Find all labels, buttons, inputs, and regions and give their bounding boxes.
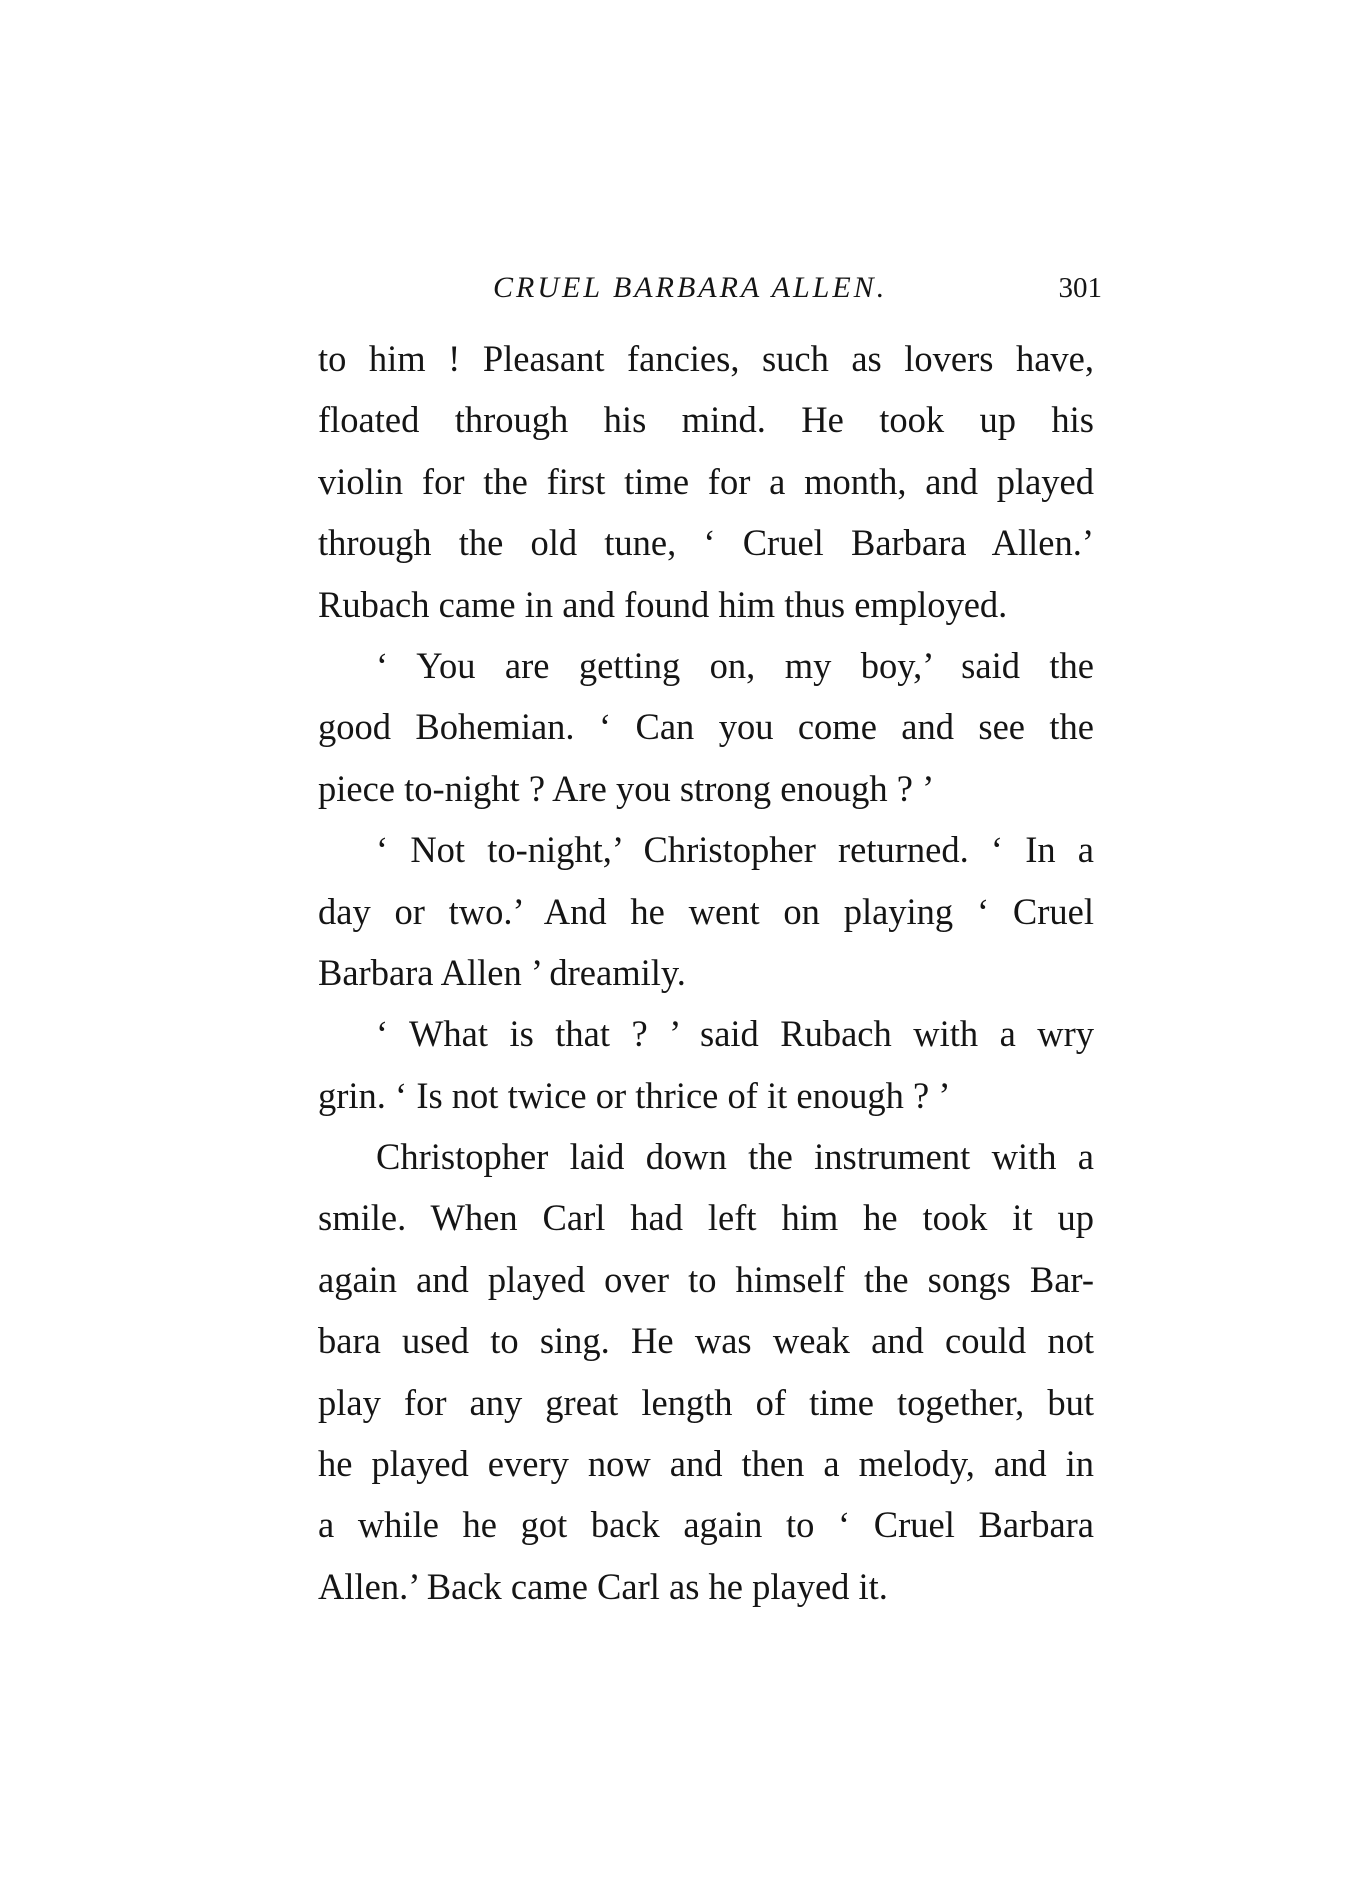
page-number: 301: [1058, 272, 1102, 304]
text-line: to him ! Pleasant fancies, such as lovers have,: [318, 338, 1094, 379]
text-line: again and played over to himself the songs Bar-: [318, 1258, 1094, 1300]
text-line: ‘ You are getting on, my boy,’ said the: [376, 644, 1094, 686]
text-line: day or two.’ And he went on playing ‘ Cruel: [318, 890, 1094, 932]
text-line: Christopher laid down the instrument with a: [376, 1136, 1094, 1178]
running-title: CRUEL BARBARA ALLEN.: [493, 271, 888, 304]
text-line: smile. When Carl had left him he took it up: [318, 1197, 1094, 1239]
text-line: good Bohemian. ‘ Can you come and see the: [318, 706, 1094, 748]
text-line: play for any great length of time together, but: [318, 1381, 1094, 1423]
text-line: through the old tune, ‘ Cruel Barbara Allen.’: [318, 522, 1094, 564]
text-line: Rubach came in and found him thus employed.: [318, 583, 1008, 625]
text-line: piece to-night ? Are you strong enough ? ’: [318, 767, 935, 809]
text-line: ‘ What is that ? ’ said Rubach with a wry: [376, 1013, 1094, 1055]
text-line: bara used to sing. He was weak and could not: [318, 1320, 1094, 1362]
text-line: grin. ‘ Is not twice or thrice of it enough ? ’: [318, 1074, 951, 1116]
text-line: he played every now and then a melody, and in: [318, 1443, 1094, 1485]
running-head: [318, 268, 1102, 308]
text-line: Allen.’ Back came Carl as he played it.: [318, 1565, 888, 1607]
text-line: violin for the first time for a month, and played: [318, 460, 1094, 502]
body-text: [318, 328, 1094, 1617]
text-line: a while he got back again to ‘ Cruel Barbara: [318, 1504, 1094, 1546]
text-line: ‘ Not to-night,’ Christopher returned. ‘ In a: [376, 829, 1094, 871]
text-line: Barbara Allen ’ dreamily.: [318, 951, 686, 993]
text-line: floated through his mind. He took up his: [318, 399, 1094, 441]
